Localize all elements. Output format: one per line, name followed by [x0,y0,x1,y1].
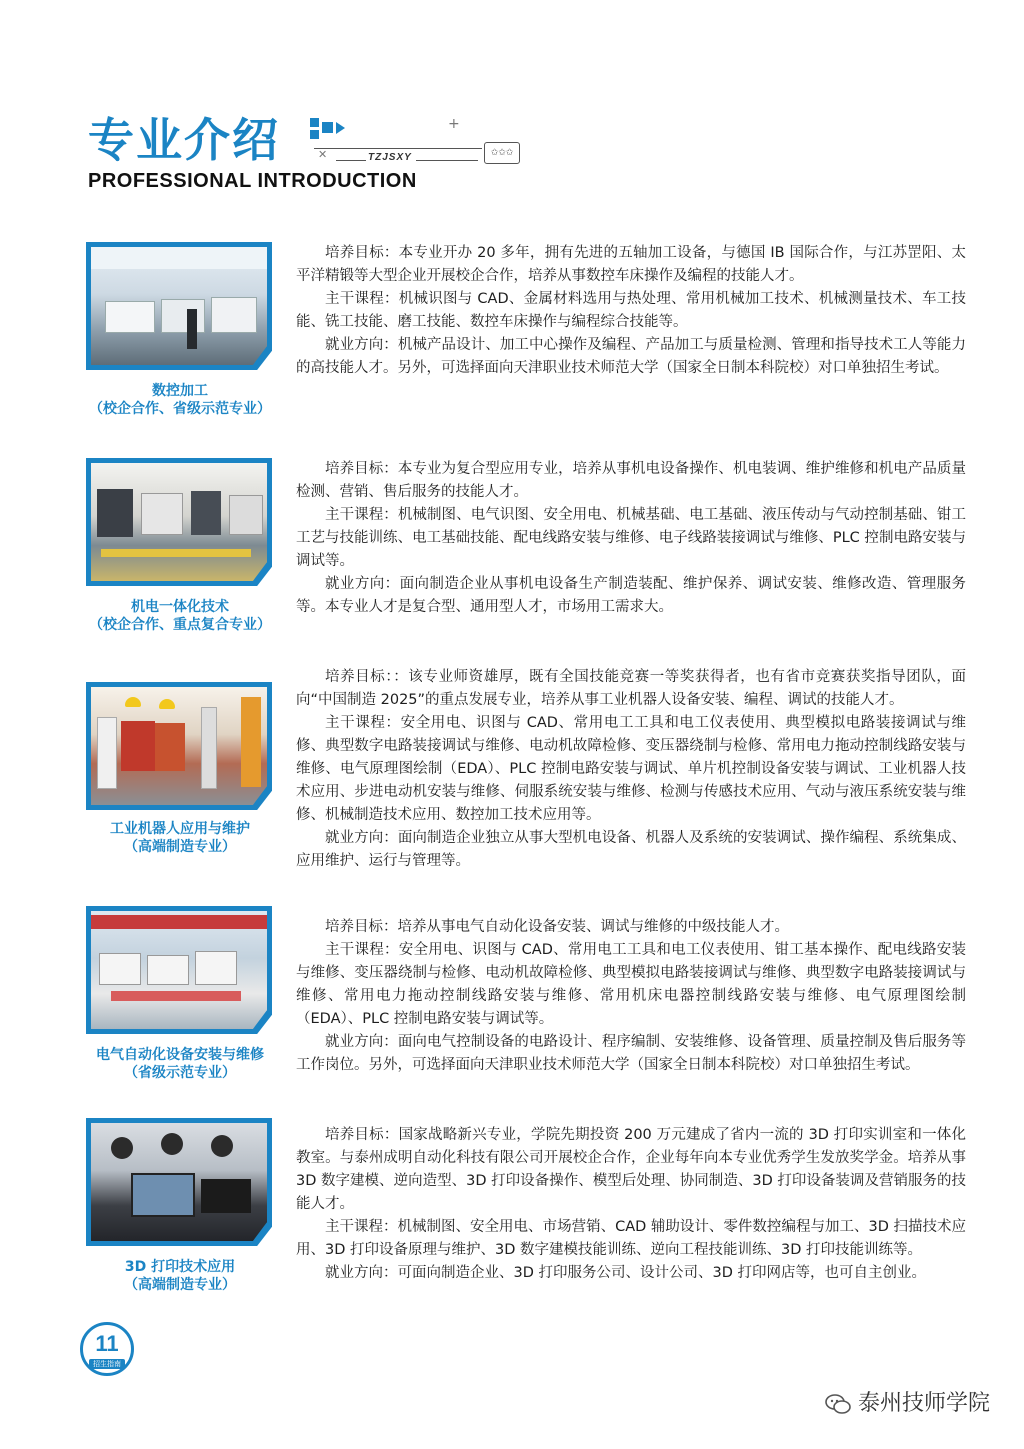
major-name: 机电一体化技术 [131,599,229,615]
major-section [86,669,966,872]
cnc-lab-photo [91,247,267,365]
major-section [86,1118,966,1298]
major-description [296,242,966,380]
major-career: 就业方向：面向电气控制设备的电路设计、程序编制、安装维修、设备管理、质量控制及售后服务等工作岗位。另外，可选择面向天津职业技术师范大学（国家全日制本科院校）对口单独招生考试。 [296,1034,966,1073]
watermark-text: 泰州技师学院 [857,1391,990,1416]
major-goal: 培养目标：本专业开办 20 多年，拥有先进的五轴加工设备，与德国 IB 国际合作，与江苏罡阳、太平洋精锻等大型企业开展校企合作，培养从事数控车床操作及编程的技能人才。 [296,245,966,284]
3d-printing-lab-photo [91,1123,267,1241]
major-courses: 主干课程：安全用电、识图与 CAD、常用电工工具和电工仪表使用、典型模拟电路装接调试与维修、典型数字电路装接调试与维修、电动机故障检修、变压器绕制与检修、常用电力拖动控制线路安装与维修、电气原理图绘制（EDA）、PLC 控制电路安装与调试、单片机控制设备安装与调试、工业机器人技术应用、步进电动机安装与维修、伺服系统安装与维修、检测与传感技术应用、气动与液压系统安装与维修、机械制造技术应用、数控加工技术应用等。 [296,715,966,823]
major-description [296,666,966,873]
decor-square [310,130,319,139]
major-goal: 培养目标：本专业为复合型应用专业，培养从事机电设备操作、机电装调、维护维修和机电产品质量检测、营销、售后服务的技能人才。 [296,461,966,500]
major-courses: 主干课程：机械制图、电气识图、安全用电、机械基础、电工基础、液压传动与气动控制基础、钳工工艺与技能训练、电工基础技能、配电线路安装与维修、电子线路装接调试与维修、PLC 控制电路安装与调试等。 [296,507,966,569]
major-name: 数控加工 [152,383,208,399]
page-title: 专业介绍 [88,113,280,167]
major-goal: 培养目标：国家战略新兴专业，学院先期投资 200 万元建成了省内一流的 3D 打印实训室和一体化教室。与泰州成明自动化科技有限公司开展校企合作，企业每年向本专业优秀学生发放奖学金。培养从事 3D 数字建模、逆向造型、3D 打印设备操作、模型后处理、协同制造、3D 打印设备装调及营销服务的技能人才。 [296,1127,966,1212]
page-number-badge [80,1322,134,1376]
page-subtitle: PROFESSIONAL INTRODUCTION [88,170,417,192]
major-caption [86,598,274,634]
industrial-robot-photo [91,687,267,805]
major-section [86,458,966,638]
major-courses: 主干课程：机械制图、安全用电、市场营销、CAD 辅助设计、零件数控编程与加工、3D 扫描技术应用、3D 打印设备原理与维护、3D 数字建模技能训练、逆向工程技能训练、3D 打印技能训练等。 [296,1219,966,1258]
decor-square [310,118,319,127]
wechat-watermark [824,1386,990,1417]
major-career: 就业方向：机械产品设计、加工中心操作及编程、产品加工与质量检测、管理和指导技术工人等能力的高技能人才。另外，可选择面向天津职业技术师范大学（国家全日制本科院校）对口单独招生考试。 [296,337,966,376]
major-section [86,242,966,422]
major-subtitle: （校企合作、省级示范专业） [89,401,271,417]
mechatronics-lab-photo [91,463,267,581]
major-career: 就业方向：可面向制造企业、3D 打印服务公司、设计公司、3D 打印网店等，也可自主创业。 [325,1265,926,1281]
chat-bubble-icon: ✩✩✩ [484,142,520,164]
major-description [296,458,966,619]
page-number-label: 招生指南 [89,1359,125,1369]
decor-line [416,160,478,161]
major-subtitle: （校企合作、重点复合专业） [89,617,271,633]
major-name: 3D 打印技术应用 [124,1259,236,1275]
decor-arrow [336,122,345,134]
major-courses: 主干课程：安全用电、识图与 CAD、常用电工工具和电工仪表使用、钳工基本操作、配电线路安装与维修、变压器绕制与检修、电动机故障检修、典型模拟电路装接调试与维修、典型数字电路装接调试与维修、常用电力拖动控制线路安装与维修、常用机床电器控制线路安装与维修、电气原理图绘制（EDA）、PLC 控制电路安装与调试等。 [296,942,966,1027]
major-caption [86,382,274,418]
close-mark-icon: ✕ [318,148,328,161]
page-tag: TZJSXY [368,152,412,163]
major-subtitle: （高端制造专业） [124,839,236,855]
electrical-automation-lab-photo [91,911,267,1029]
page-number: 11 [95,1331,119,1356]
major-description [296,1124,966,1285]
plus-icon: + [448,116,460,132]
major-section [86,906,966,1086]
page-header [88,108,548,198]
major-description [296,916,966,1077]
major-caption [86,820,274,856]
major-career: 就业方向：面向制造企业从事机电设备生产制造装配、维护保养、调试安装、维修改造、管理服务等。本专业人才是复合型、通用型人才，市场用工需求大。 [296,576,966,615]
decor-line [314,148,482,149]
major-caption [86,1046,274,1082]
major-subtitle: （高端制造专业） [124,1277,236,1293]
major-name: 电气自动化设备安装与维修 [96,1047,264,1063]
major-goal: 培养目标：：该专业师资雄厚，既有全国技能竞赛一等奖获得者，也有省市竞赛获奖指导团队，面向“中国制造 2025”的重点发展专业，培养从事工业机器人设备安装、编程、调试的技能人才。 [296,669,966,708]
major-courses: 主干课程：机械识图与 CAD、金属材料选用与热处理、常用机械加工技术、机械测量技术、车工技能、铣工技能、磨工技能、数控车床操作与编程综合技能等。 [296,291,966,330]
decor-line [336,160,366,161]
major-career: 就业方向：面向制造企业独立从事大型机电设备、机器人及系统的安装调试、操作编程、系统集成、应用维护、运行与管理等。 [296,830,966,869]
major-goal: 培养目标：培养从事电气自动化设备安装、调试与维修的中级技能人才。 [325,919,789,935]
major-caption [86,1258,274,1294]
wechat-icon [824,1393,852,1415]
major-subtitle: （省级示范专业） [124,1065,236,1081]
decor-square [322,122,333,133]
major-name: 工业机器人应用与维护 [110,821,250,837]
